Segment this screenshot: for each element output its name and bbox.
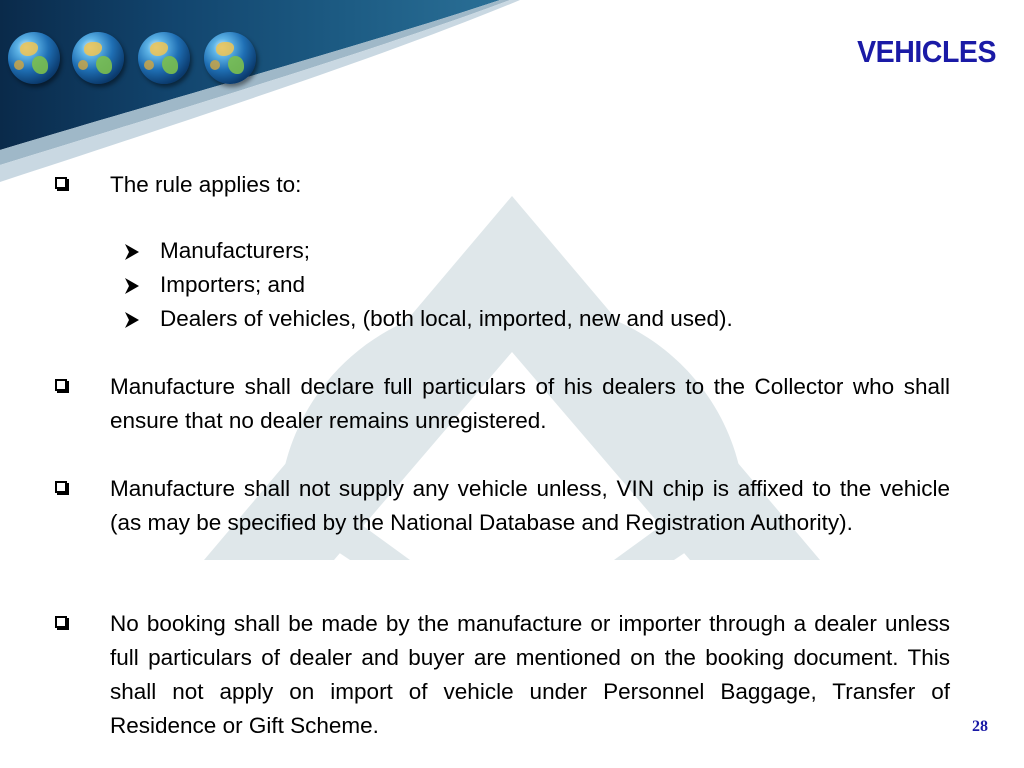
bullet-text: The rule applies to: bbox=[110, 172, 302, 197]
bullet-item bbox=[55, 607, 950, 743]
hollow-square-bullet-icon bbox=[55, 616, 67, 628]
sub-item-text: Importers; and bbox=[160, 272, 306, 297]
globe-icon bbox=[8, 32, 60, 84]
page-number: 28 bbox=[972, 718, 988, 735]
arrowhead-bullet-icon bbox=[125, 278, 139, 294]
slide-title: VEHICLES bbox=[857, 34, 996, 69]
sub-item bbox=[125, 268, 305, 302]
arrowhead-bullet-icon bbox=[125, 312, 139, 328]
bullet-text: Manufacture shall declare full particulars of his dealers to the Collector who shall ensure that no dealer remains unregistered. bbox=[110, 374, 950, 433]
sub-item-text: Dealers of vehicles, (both local, imported, new and used). bbox=[160, 306, 733, 331]
bullet-item bbox=[55, 370, 950, 438]
bullet-text: Manufacture shall not supply any vehicle unless, VIN chip is affixed to the vehicle (as may be specified by the National Database and Registration Authority). bbox=[110, 476, 950, 535]
globe-icon bbox=[138, 32, 190, 84]
globe-icon bbox=[204, 32, 256, 84]
sub-item bbox=[125, 302, 733, 336]
arrowhead-bullet-icon bbox=[125, 244, 139, 260]
bullet-text: No booking shall be made by the manufacture or importer through a dealer unless full particulars of dealer and buyer are mentioned on the booking document. This shall not apply on import of vehicle under Personnel Baggage, Transfer of Residence or Gift Scheme. bbox=[110, 611, 950, 738]
globe-icon bbox=[72, 32, 124, 84]
hollow-square-bullet-icon bbox=[55, 379, 67, 391]
bullet-item bbox=[55, 472, 950, 540]
sub-item bbox=[125, 234, 310, 268]
hollow-square-bullet-icon bbox=[55, 481, 67, 493]
hollow-square-bullet-icon bbox=[55, 177, 67, 189]
sub-item-text: Manufacturers; bbox=[160, 238, 311, 263]
bullet-item-intro bbox=[55, 168, 950, 202]
